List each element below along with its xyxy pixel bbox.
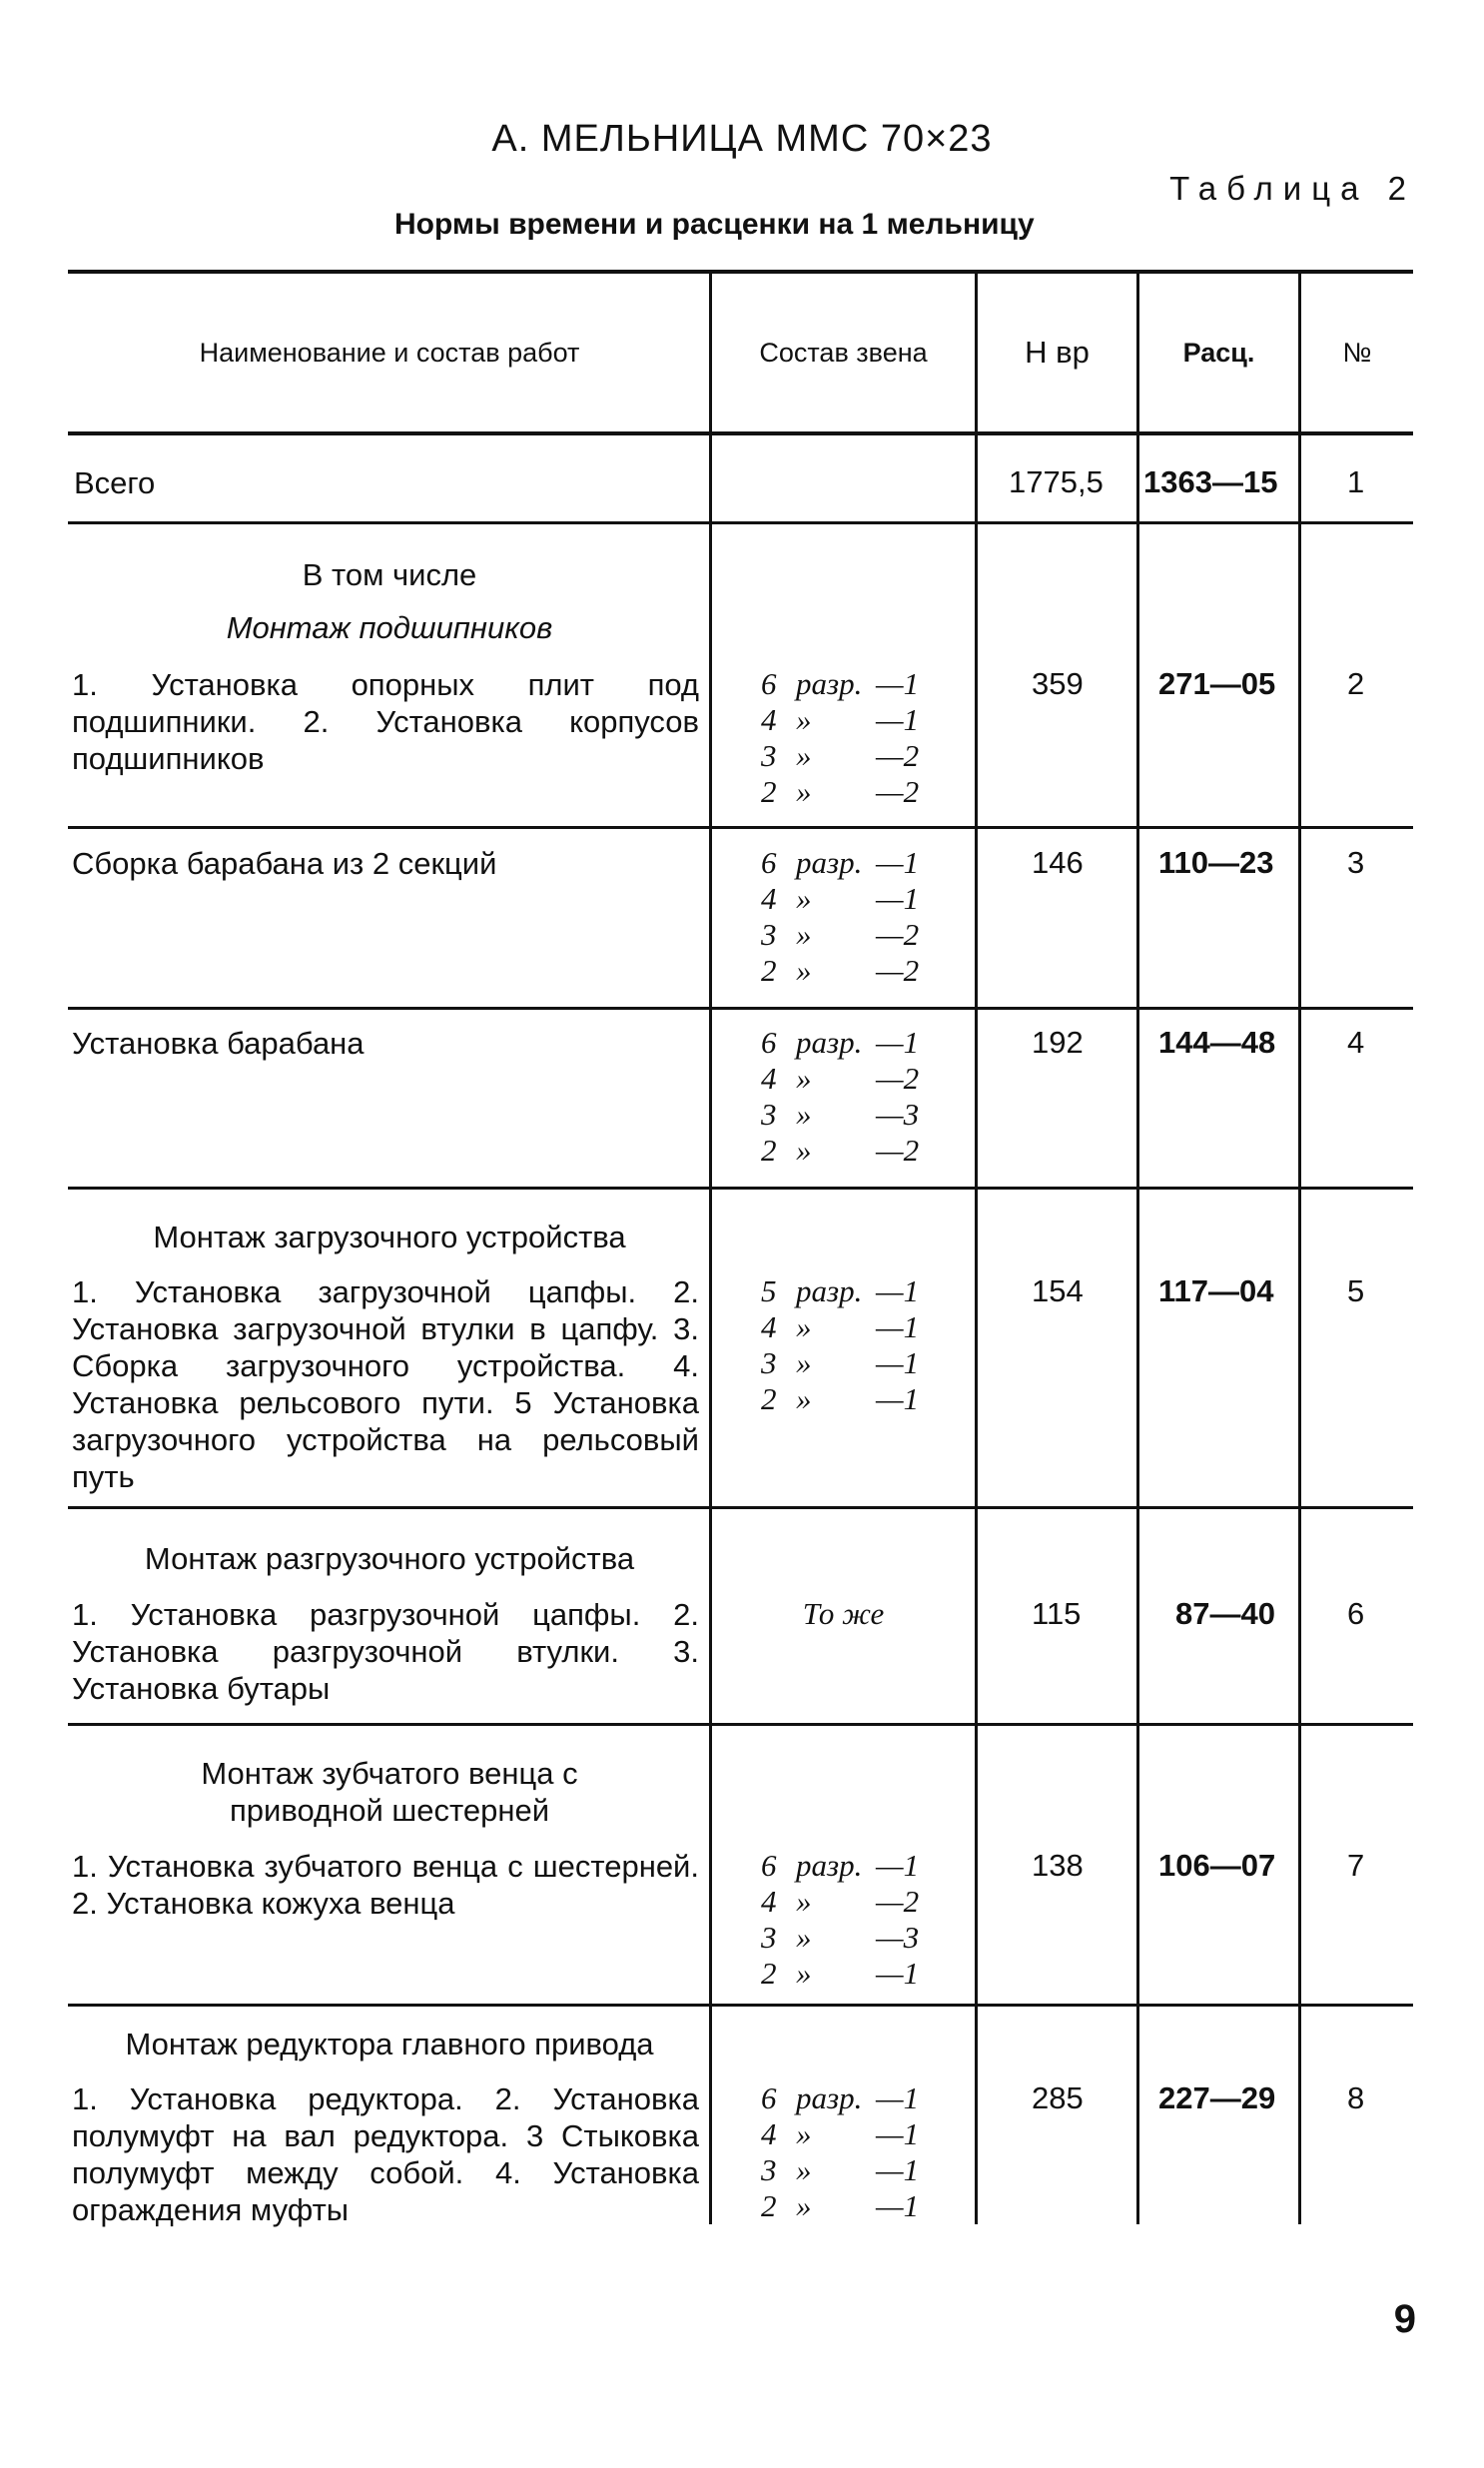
header-nvr: Н вр bbox=[1025, 335, 1090, 370]
crew-line: 6 разр. —1 bbox=[761, 2080, 920, 2115]
row1-no: 1 bbox=[1347, 464, 1365, 499]
rule-row4 bbox=[68, 1187, 1413, 1190]
row4-nvr: 192 bbox=[1032, 1025, 1084, 1060]
crew-line: 4 » —1 bbox=[761, 702, 920, 737]
row6-desc: 1. Установка разгрузочной цапфы. 2. Установка разгрузочной втулки. 3. Установка бутары bbox=[72, 1597, 699, 1706]
row3-crew bbox=[761, 845, 936, 989]
row1-rate: 1363—15 bbox=[1143, 464, 1278, 499]
table-subtitle: Нормы времени и расценки на 1 мельницу bbox=[394, 208, 1035, 241]
row2-nvr: 359 bbox=[1032, 666, 1084, 701]
row3-rate: 110—23 bbox=[1158, 845, 1274, 880]
crew-line: 4 » —2 bbox=[761, 1061, 920, 1096]
row6-no: 6 bbox=[1347, 1596, 1365, 1631]
col-divider-4 bbox=[1298, 272, 1301, 2224]
row7-rate: 106—07 bbox=[1158, 1848, 1276, 1883]
col-divider-3 bbox=[1136, 272, 1139, 2224]
rule-row3 bbox=[68, 1007, 1413, 1010]
row8-rate: 227—29 bbox=[1158, 2080, 1276, 2115]
row4-desc: Установка барабана bbox=[72, 1026, 365, 1061]
row6-rate: 87—40 bbox=[1175, 1596, 1275, 1631]
row3-desc: Сборка барабана из 2 секций bbox=[72, 846, 497, 881]
crew-line: 6 разр. —1 bbox=[761, 1025, 920, 1060]
row7-crew bbox=[761, 1848, 936, 1992]
crew-line: 2 » —2 bbox=[761, 953, 920, 988]
row7-heading: Монтаж зубчатого венца с приводной шестерней bbox=[201, 1756, 578, 1828]
row4-crew bbox=[761, 1025, 936, 1169]
crew-line: 3 » —2 bbox=[761, 917, 920, 952]
row7-nvr: 138 bbox=[1032, 1848, 1084, 1883]
row1-nvr: 1775,5 bbox=[1009, 464, 1104, 499]
row2-desc: 1. Установка опорных плит под подшипники. 2. Установка корпусов подшипников bbox=[72, 667, 699, 776]
crew-line: 2 » —1 bbox=[761, 1381, 920, 1416]
row5-desc: 1. Установка загрузочной цапфы. 2. Установка загрузочной втулки в цапфу. 3. Сборка загрузочного устройства. 4. Установка рельсового пути. 5 Установка загрузочного устройства на рельсовый путь bbox=[72, 1274, 699, 1494]
page-number: 9 bbox=[1393, 2297, 1416, 2341]
row5-no: 5 bbox=[1347, 1273, 1365, 1308]
header-rate: Расц. bbox=[1182, 337, 1255, 368]
row2-heading: Монтаж подшипников bbox=[226, 610, 553, 645]
header-no: № bbox=[1342, 337, 1372, 368]
crew-line: 4 » —2 bbox=[761, 1884, 920, 1919]
row7-desc: 1. Установка зубчатого венца с шестерней. 2. Установка кожуха венца bbox=[72, 1849, 699, 1921]
rule-row5 bbox=[68, 1506, 1413, 1509]
row5-crew bbox=[761, 1273, 936, 1417]
rule-row2 bbox=[68, 826, 1413, 829]
row8-heading: Монтаж редуктора главного привода bbox=[125, 2027, 654, 2061]
row1-name: Всего bbox=[74, 465, 156, 500]
header-name: Наименование и состав работ bbox=[199, 337, 580, 368]
row4-rate: 144—48 bbox=[1158, 1025, 1276, 1060]
row6-crew: То же bbox=[802, 1596, 885, 1631]
header-crew: Состав звена bbox=[759, 337, 928, 368]
col-divider-1 bbox=[709, 272, 712, 2224]
crew-line: 3 » —3 bbox=[761, 1097, 920, 1132]
crew-line: 6 разр. —1 bbox=[761, 845, 920, 880]
crew-line: 2 » —2 bbox=[761, 774, 920, 809]
row6-heading: Монтаж разгрузочного устройства bbox=[144, 1541, 635, 1576]
crew-line: 6 разр. —1 bbox=[761, 666, 920, 701]
crew-line: 5 разр. —1 bbox=[761, 1273, 920, 1308]
row3-no: 3 bbox=[1347, 845, 1365, 880]
crew-line: 2 » —1 bbox=[761, 2188, 920, 2223]
row8-nvr: 285 bbox=[1032, 2080, 1084, 2115]
crew-line: 6 разр. —1 bbox=[761, 1848, 920, 1883]
row5-nvr: 154 bbox=[1032, 1273, 1084, 1308]
document-title: А. МЕЛЬНИЦА ММС 70×23 bbox=[491, 118, 993, 160]
col-divider-2 bbox=[975, 272, 978, 2224]
rule-row6 bbox=[68, 1723, 1413, 1726]
row8-crew bbox=[761, 2080, 936, 2224]
row5-rate: 117—04 bbox=[1158, 1273, 1274, 1308]
row2-no: 2 bbox=[1347, 666, 1365, 701]
row2-intro: В том числе bbox=[302, 557, 477, 592]
table-label: Таблица 2 bbox=[1169, 170, 1416, 207]
row3-nvr: 146 bbox=[1032, 845, 1084, 880]
crew-line: 3 » —1 bbox=[761, 2152, 920, 2187]
row8-no: 8 bbox=[1347, 2080, 1365, 2115]
crew-line: 4 » —1 bbox=[761, 881, 920, 916]
crew-line: 3 » —1 bbox=[761, 1345, 920, 1380]
row5-heading: Монтаж загрузочного устройства bbox=[153, 1220, 626, 1254]
crew-line: 4 » —1 bbox=[761, 1309, 920, 1344]
row4-no: 4 bbox=[1347, 1025, 1365, 1060]
row8-desc: 1. Установка редуктора. 2. Установка полумуфт на вал редуктора. 3 Стыковка полумуфт между собой. 4. Установка ограждения муфты bbox=[72, 2081, 699, 2227]
crew-line: 4 » —1 bbox=[761, 2116, 920, 2151]
row2-rate: 271—05 bbox=[1158, 666, 1276, 701]
row6-nvr: 115 bbox=[1032, 1596, 1082, 1631]
crew-line: 2 » —2 bbox=[761, 1133, 920, 1168]
crew-line: 3 » —2 bbox=[761, 738, 920, 773]
rule-row1 bbox=[68, 521, 1413, 524]
row7-no: 7 bbox=[1347, 1848, 1365, 1883]
rule-row7 bbox=[68, 2004, 1413, 2007]
crew-line: 3 » —3 bbox=[761, 1920, 920, 1955]
row2-crew bbox=[761, 666, 936, 810]
crew-line: 2 » —1 bbox=[761, 1956, 920, 1991]
